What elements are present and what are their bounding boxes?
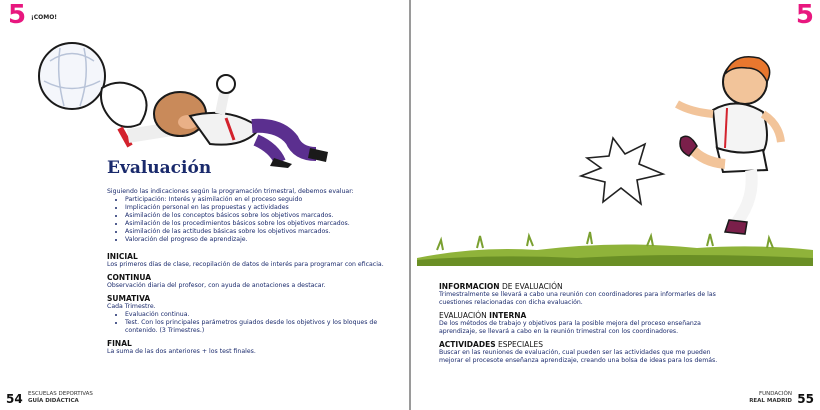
footer-left (28, 391, 93, 404)
actividades-text: Buscar en las reuniones de evaluación, cual pueden ser las actividades que me pueden mejorar el procesote enseñanza aprendizaje, creando una bolsa de ideas para los demás. (439, 349, 718, 364)
final-text: La suma de las dos anteriores + los test finales. (107, 348, 256, 355)
kick-impact-star-icon (577, 134, 667, 208)
informacion-heading (439, 283, 729, 291)
actividades-heading-bold: ACTIVIDADES (439, 340, 496, 349)
actividades-heading-light: ESPECIALES (495, 340, 543, 349)
chapter-number-right: 5 (795, 0, 814, 30)
interna-heading (439, 312, 729, 320)
left-page (0, 0, 409, 410)
evaluation-info-content (439, 283, 729, 365)
criteria-item: • Participación: Interés y asimilación en el proceso seguido (125, 196, 397, 204)
sumativa-item: • Evaluación continua. (125, 311, 397, 319)
sumativa-heading: SUMATIVA (107, 294, 151, 303)
interna-heading-bold: INTERNA (489, 311, 527, 320)
interna-heading-light: EVALUACIÓN (439, 311, 490, 320)
final-heading: FINAL (107, 339, 132, 348)
continua-heading: CONTINUA (107, 273, 152, 282)
criteria-item: • Asimilación de los conceptos básicos sobre los objetivos marcados. (125, 212, 397, 220)
chapter-number-left: 5 (8, 0, 27, 30)
criteria-item: • Asimilación de las actitudes básicas sobre los objetivos marcados. (125, 228, 397, 236)
footer-right (749, 391, 792, 404)
interna-text: De los métodos de trabajo y objetivos para la posible mejora del proceso enseñanza aprendizaje, se llevará a cabo en la reunión trimestral con los coordinadores. (439, 320, 701, 335)
inicial-heading: INICIAL (107, 252, 138, 261)
sumativa-item: • Test. Con los principales parámetros guiados desde los objetivos y los bloques de contenido. (3 Trimestres.) (125, 319, 397, 335)
actividades-heading (439, 341, 729, 349)
goalkeeper-illustration (30, 36, 330, 168)
inicial-text: Los primeros días de clase, recopilación de datos de interés para programar con eficacia. (107, 261, 384, 268)
sumativa-text: Cada Trimestre. (107, 303, 156, 310)
evaluation-content (107, 188, 397, 356)
right-page (411, 0, 820, 410)
criteria-item: • Implicación personal en las propuestas y actividades (125, 204, 397, 212)
page-number-right: 55 (797, 392, 814, 406)
page-number-left: 54 (6, 392, 23, 406)
informacion-heading-light: DE EVALUACIÓN (499, 282, 563, 291)
chapter-label: ¡COMO! (31, 14, 58, 21)
criteria-item: • Valoración del progreso de aprendizaje. (125, 236, 397, 244)
sumativa-list (107, 311, 397, 335)
evaluation-criteria-list (107, 196, 397, 244)
intro-text: Siguiendo las indicaciones según la programación trimestral, debemos evaluar: (107, 188, 354, 195)
footer-left-line2: GUÍA DIDÁCTICA (28, 397, 79, 404)
footer-left-line1: ESCUELAS DEPORTIVAS (28, 391, 93, 397)
criteria-item: • Asimilación de los procedimientos básicos sobre los objetivos marcados. (125, 220, 397, 228)
continua-text: Observación diaria del profesor, con ayuda de anotaciones a destacar. (107, 282, 326, 289)
footer-right-line2: REAL MADRID (749, 397, 792, 404)
informacion-text: Trimestralmente se llevará a cabo una reunión con coordinadores para informarles de las cuestiones relacionadas con dicha evaluación. (439, 291, 716, 306)
page-title: Evaluación (107, 158, 212, 178)
footer-right-line1: FUNDACIÓN (758, 391, 792, 397)
kicking-player-illustration (667, 52, 797, 238)
informacion-heading-bold: INFORMACION (439, 282, 500, 291)
